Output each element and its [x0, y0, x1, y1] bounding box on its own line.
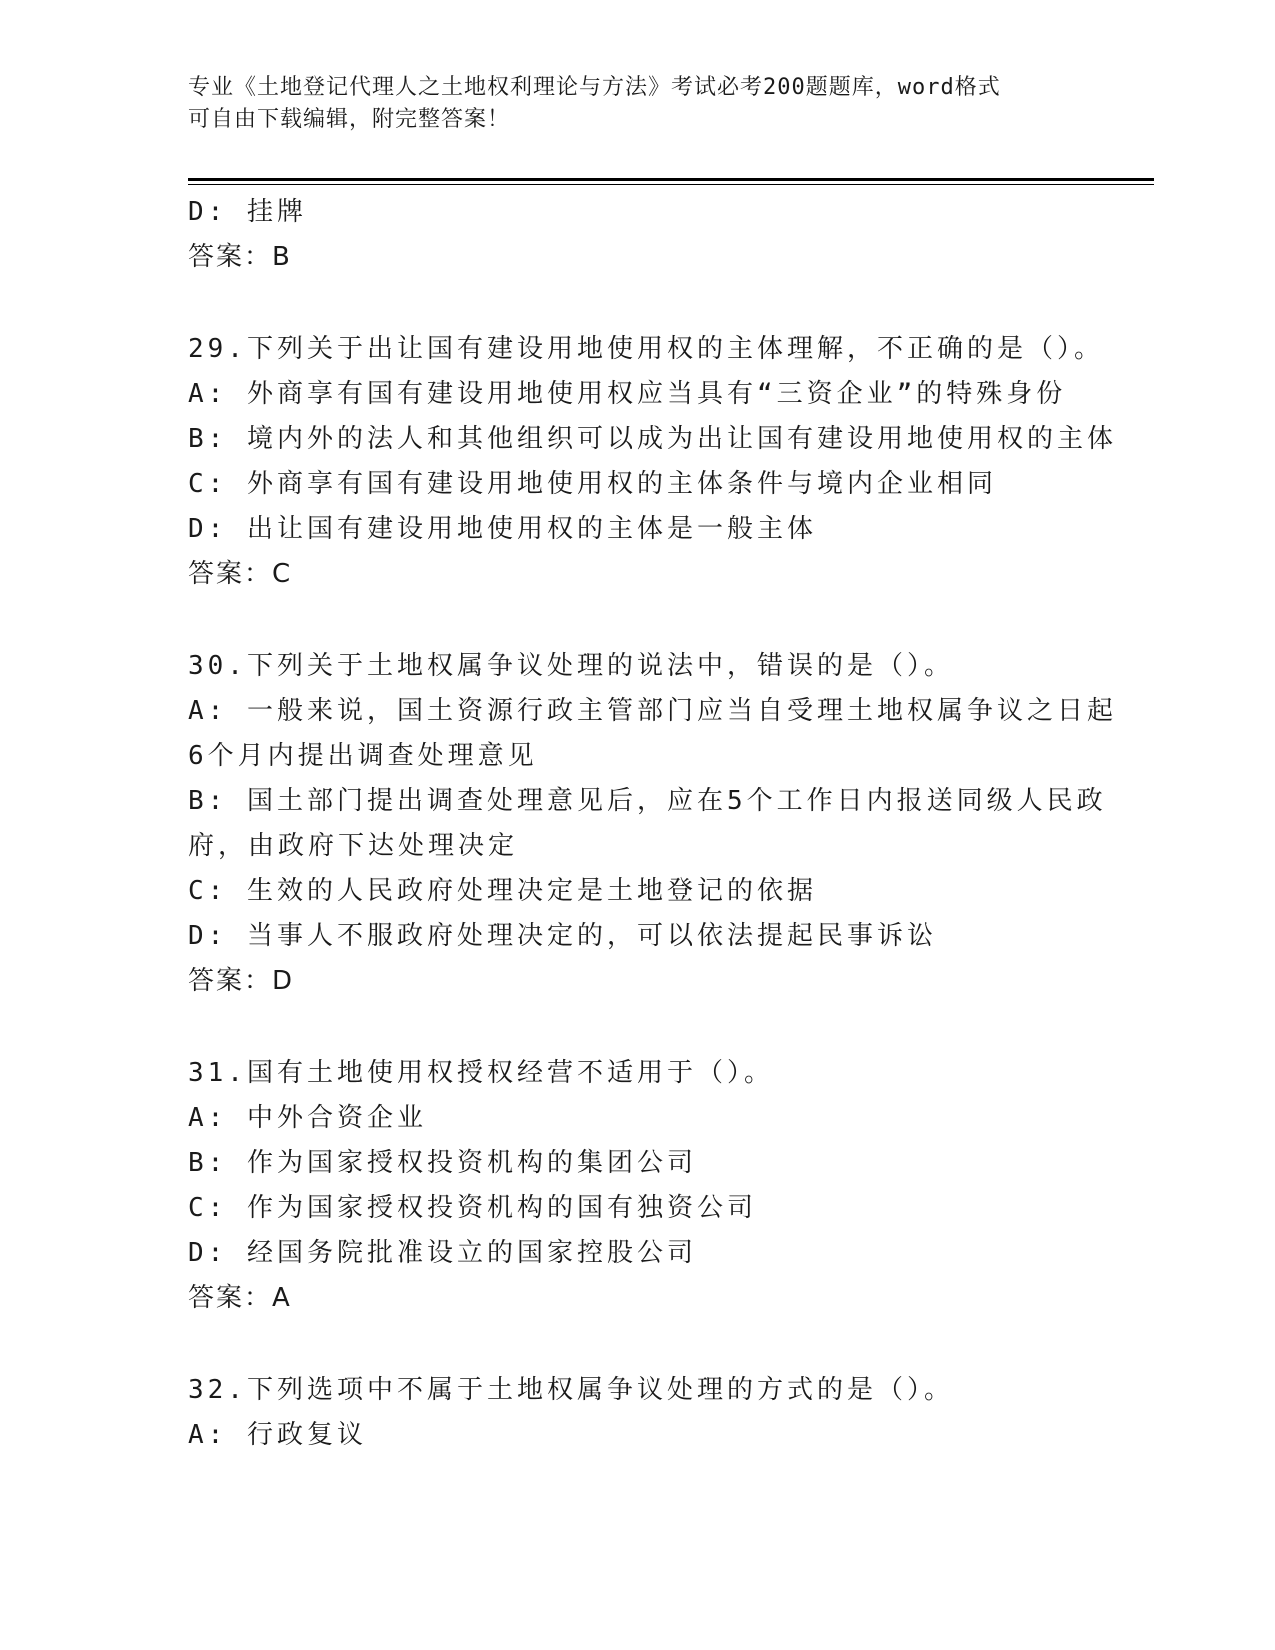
question-stem: 32.下列选项中不属于土地权属争议处理的方式的是（）。 [188, 1375, 954, 1405]
spacer [188, 597, 1088, 644]
option-a: A: 外商享有国有建设用地使用权应当具有“三资企业”的特殊身份 [188, 379, 1067, 409]
answer-line: 答案：B [188, 242, 292, 272]
question-28-tail [188, 190, 1088, 280]
header-title-line2: 可自由下载编辑，附完整答案！ [188, 107, 511, 132]
header-divider-thin [188, 184, 1154, 185]
header-divider-thick [188, 178, 1154, 181]
answer-line: 答案：C [188, 559, 293, 589]
spacer [188, 280, 1088, 327]
option-d: D: 经国务院批准设立的国家控股公司 [188, 1238, 697, 1268]
option-a: A: 行政复议 [188, 1420, 367, 1450]
option-c: C: 生效的人民政府处理决定是土地登记的依据 [188, 876, 817, 906]
option-d: D: 出让国有建设用地使用权的主体是一般主体 [188, 514, 817, 544]
option-d: D: 当事人不服政府处理决定的，可以依法提起民事诉讼 [188, 921, 937, 951]
option-b: B: 作为国家授权投资机构的集团公司 [188, 1148, 697, 1178]
question-list [188, 190, 1117, 1458]
spacer [188, 1321, 1088, 1368]
document-header [188, 72, 1088, 136]
question-30 [188, 644, 1117, 1004]
option-a-continued: 6个月内提出调查处理意见 [188, 741, 538, 771]
option-c: C: 外商享有国有建设用地使用权的主体条件与境内企业相同 [188, 469, 997, 499]
option-a: A: 中外合资企业 [188, 1103, 427, 1133]
spacer [188, 1004, 1088, 1051]
question-stem: 31.国有土地使用权授权经营不适用于（）。 [188, 1058, 774, 1088]
answer-line: 答案：D [188, 966, 295, 996]
option-a: A: 一般来说，国土资源行政主管部门应当自受理土地权属争议之日起 [188, 696, 1117, 726]
option-b: B: 境内外的法人和其他组织可以成为出让国有建设用地使用权的主体 [188, 424, 1117, 454]
header-title-line1: 专业《土地登记代理人之土地权利理论与方法》考试必考200题题库，word格式 [188, 75, 1001, 100]
question-31 [188, 1051, 1088, 1321]
option-d: D: 挂牌 [188, 197, 307, 227]
question-29 [188, 327, 1117, 597]
option-c: C: 作为国家授权投资机构的国有独资公司 [188, 1193, 757, 1223]
question-32 [188, 1368, 1088, 1458]
question-stem: 30.下列关于土地权属争议处理的说法中，错误的是（）。 [188, 651, 954, 681]
question-stem: 29.下列关于出让国有建设用地使用权的主体理解，不正确的是（）。 [188, 334, 1104, 364]
option-b: B: 国土部门提出调查处理意见后，应在5个工作日内报送同级人民政 [188, 786, 1107, 816]
answer-line: 答案：A [188, 1283, 292, 1313]
option-b-continued: 府，由政府下达处理决定 [188, 831, 519, 861]
